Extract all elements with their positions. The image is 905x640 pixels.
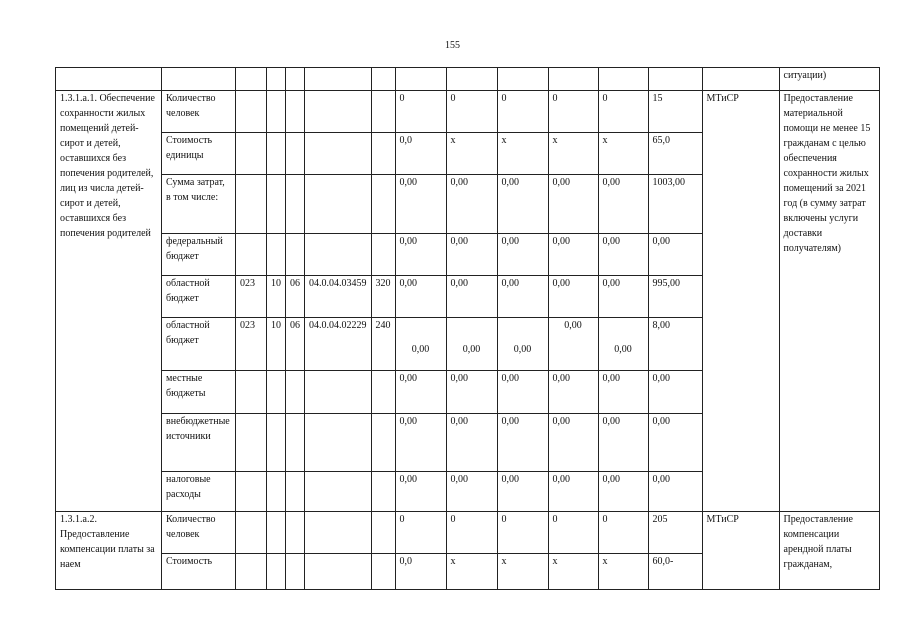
value-cell: 0,00 [446, 472, 497, 512]
value-cell: 0 [497, 512, 548, 554]
value-cell: 0,00 [548, 414, 598, 472]
value-cell: 0 [598, 91, 648, 133]
value-cell: 0,00 [446, 371, 497, 414]
grbs-code: 023 [236, 276, 267, 318]
row-label: Стоимость [162, 554, 236, 590]
value-cell: х [598, 554, 648, 590]
executor: МТиСР [702, 512, 779, 590]
value-cell: 0,00 [598, 234, 648, 276]
value-cell: 0,00 [598, 414, 648, 472]
pr-code: 06 [286, 318, 305, 371]
rz-code: 10 [267, 318, 286, 371]
rz-code: 10 [267, 276, 286, 318]
note: Предоставление компенсации арендной платы гражданам, [779, 512, 879, 590]
value-cell: 0,00 [548, 472, 598, 512]
table-row [56, 91, 880, 133]
note: Предоставление материальной помощи не менее 15 гражданам с целью обеспечения сохранности жилых помещений за 2021 год (в сумму затрат включены услуги доставки получателям) [779, 91, 879, 512]
row-label: налоговые расходы [162, 472, 236, 512]
value-cell: 0,00 [513, 344, 532, 355]
value-cell: 0,00 [446, 234, 497, 276]
value-cell: 0,00 [395, 472, 446, 512]
value-cell: 0,00 [411, 344, 430, 355]
row-label: Стоимость единицы [162, 133, 236, 175]
grbs-code: 023 [236, 318, 267, 371]
value-cell: х [598, 133, 648, 175]
value-cell: 0,00 [598, 175, 648, 234]
value-cell: 0 [446, 91, 497, 133]
value-cell: 0,00 [395, 276, 446, 318]
value-cell: 0 [598, 512, 648, 554]
value-cell: 0,00 [548, 276, 598, 318]
value-cell: 205 [648, 512, 702, 554]
value-cell: 0,00 [564, 320, 582, 331]
value-cell: 0,00 [497, 414, 548, 472]
row-label: местные бюджеты [162, 371, 236, 414]
value-cell: х [497, 133, 548, 175]
value-cell: 0,00 [395, 371, 446, 414]
row-label: областной бюджет [162, 318, 236, 371]
table-row [56, 68, 880, 91]
row-label: областной бюджет [162, 276, 236, 318]
value-cell: 0 [548, 512, 598, 554]
value-cell: 0,00 [648, 234, 702, 276]
value-cell: 0,00 [648, 371, 702, 414]
row-label: Сумма затрат, в том числе: [162, 175, 236, 234]
value-cell: 0,00 [598, 472, 648, 512]
vr-code: 240 [371, 318, 395, 371]
value-cell: 0,00 [648, 472, 702, 512]
csr-code: 04.0.04.02229 [305, 318, 372, 371]
value-cell: 1003,00 [648, 175, 702, 234]
value-cell: 0 [446, 512, 497, 554]
value-cell: 8,00 [648, 318, 702, 371]
value-cell: 0,00 [446, 276, 497, 318]
note-tail: ситуации) [779, 68, 879, 91]
value-cell: х [548, 133, 598, 175]
measure-title: 1.3.1.а.2. Предоставление компенсации платы за наем [56, 512, 162, 590]
value-cell: 0,00 [446, 175, 497, 234]
value-cell: 0,00 [598, 276, 648, 318]
value-cell: 0,00 [614, 344, 632, 355]
value-cell: 0,00 [395, 414, 446, 472]
value-cell: 0,0 [395, 554, 446, 590]
value-cell: 0 [548, 91, 598, 133]
value-cell: 0,00 [446, 414, 497, 472]
table-row [56, 512, 880, 554]
value-cell: 0,00 [598, 371, 648, 414]
page-number: 155 [445, 40, 460, 51]
measure-title: 1.3.1.а.1. Обеспечение сохранности жилых помещений детей-сирот и детей, оставшихся без попечения родителей, лиц из числа детей-сирот и детей, оставшихся без попечения родителей [56, 91, 162, 512]
value-cell: 995,00 [648, 276, 702, 318]
value-cell: 0 [497, 91, 548, 133]
pr-code: 06 [286, 276, 305, 318]
value-cell: 0,0 [395, 133, 446, 175]
budget-table [55, 67, 880, 590]
row-label: федеральный бюджет [162, 234, 236, 276]
value-cell: 0,00 [548, 175, 598, 234]
value-cell: 0,00 [548, 371, 598, 414]
row-label: Количество человек [162, 91, 236, 133]
value-cell: 0 [395, 512, 446, 554]
value-cell: 0,00 [395, 234, 446, 276]
value-cell: 0,00 [548, 234, 598, 276]
value-cell: 0,00 [497, 371, 548, 414]
value-cell: 0,00 [395, 175, 446, 234]
value-cell: 0,00 [462, 344, 481, 355]
value-cell: 0,00 [497, 175, 548, 234]
value-cell: 0,00 [497, 276, 548, 318]
value-cell: 65,0 [648, 133, 702, 175]
row-label: Количество человек [162, 512, 236, 554]
value-cell: 0,00 [497, 472, 548, 512]
value-cell: х [446, 554, 497, 590]
value-cell: 15 [648, 91, 702, 133]
value-cell: 0 [395, 91, 446, 133]
value-cell: х [497, 554, 548, 590]
value-cell: 60,0- [648, 554, 702, 590]
value-cell: х [446, 133, 497, 175]
value-cell: 0,00 [648, 414, 702, 472]
value-cell: 0,00 [497, 234, 548, 276]
csr-code: 04.0.04.03459 [305, 276, 372, 318]
executor: МТиСР [702, 91, 779, 512]
row-label: внебюджетные источники [162, 414, 236, 472]
vr-code: 320 [371, 276, 395, 318]
value-cell: х [548, 554, 598, 590]
